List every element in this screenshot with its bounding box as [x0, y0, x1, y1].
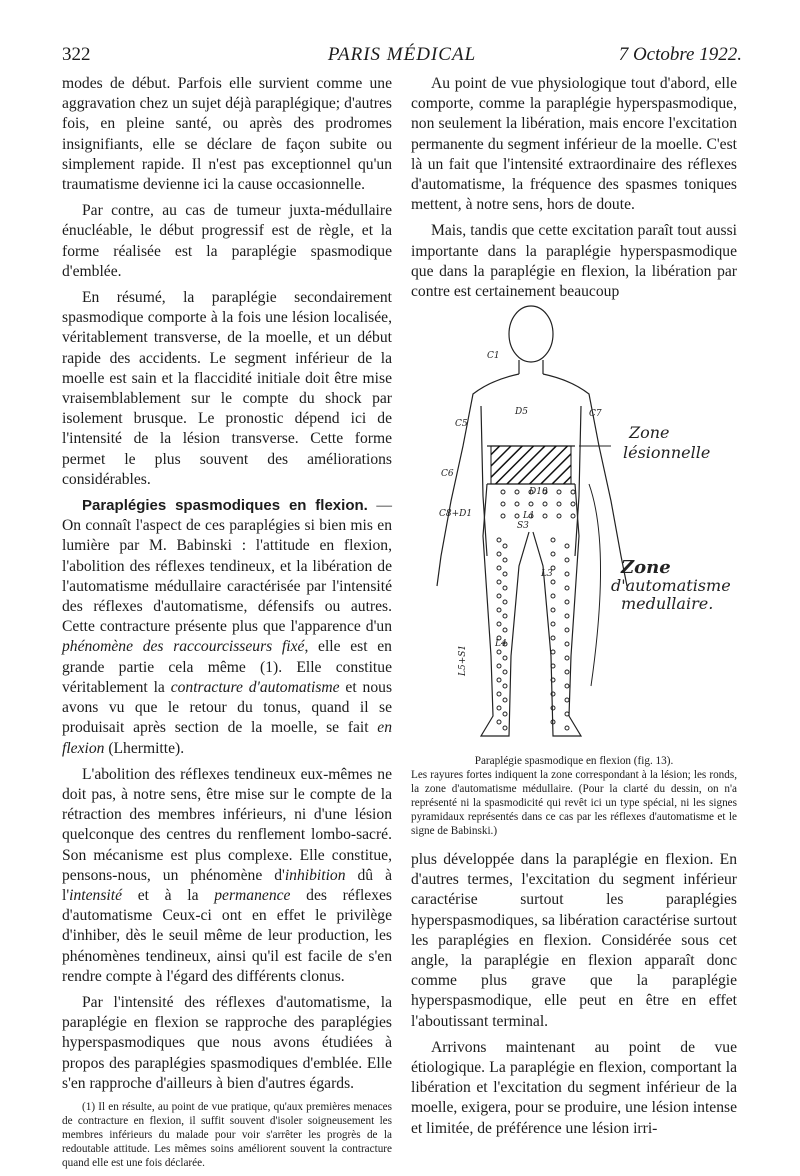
automatism-dot [571, 502, 575, 506]
paragraph: Par l'intensité des réflexes d'automatisme, la paraplégie en flexion se rapproche des paraplégies hyperspasmodiques que nous avons étudiées à propos des paraplégies spasmodiques d'emblée. Elle s'en rapproche d'ailleurs à bien d'autres égards. [62, 993, 392, 1092]
automatism-dot [503, 544, 507, 548]
automatism-dot [551, 538, 555, 542]
automatism-dot [497, 538, 501, 542]
automatism-dot [497, 580, 501, 584]
label-zone-lesion-1: Zone [629, 423, 670, 442]
right-column-bottom [411, 850, 737, 1145]
label-c5: C5 [455, 419, 468, 429]
automatism-dot [503, 628, 507, 632]
automatism-dot [515, 490, 519, 494]
label-l5s1: L5+S1 [458, 644, 468, 676]
automatism-dot [551, 594, 555, 598]
automatism-dot [529, 502, 533, 506]
journal-title: PARIS MÉDICAL [327, 44, 477, 65]
footnote: (1) Il en résulte, au point de vue pratique, qu'aux premières menaces de contracture en flexion, il suffit souvent d'isoler soigneusement les membres inférieurs du malade pour voir s'arrêter les progrès de la redoutable attitude. Les mêmes soins améliorent souvent la contracture quand elle est une fois déclarée. [62, 1100, 392, 1169]
paragraph: plus développée dans la paraplégie en flexion. En d'autres termes, l'excitation du segment inférieur caractérise surtout les paraplégies hyperspasmodiques, sa libération caractérise surtout les paraplégies en flexion. Considérée sous cet angle, la paraplégie en flexion apparaît donc comme plus grave que la paraplégie hyperspasmodique, elle peut en être en effet l'aboutissant terminal. [411, 851, 737, 1030]
automatism-dot [497, 664, 501, 668]
automatism-dot [503, 586, 507, 590]
automatism-dot [503, 656, 507, 660]
caption-text: Les rayures fortes indiquent la zone correspondant à la lésion; les ronds, la zone d'automatisme médullaire. (Pour la clarté du dessin, on n'a représenté ni la spasmodicité qui revêt ici un type spécial, ni les signes pyramidaux représentés dans ce cas par les réflexes d'automatisme et le signe de Babinski.) [411, 769, 737, 837]
automatism-dot [543, 514, 547, 518]
automatism-dot [497, 678, 501, 682]
automatism-dot [551, 608, 555, 612]
lesion-zone [491, 446, 571, 484]
automatism-dot [551, 622, 555, 626]
automatism-dot [543, 502, 547, 506]
automatism-dot [551, 650, 555, 654]
paragraph: Par contre, au cas de tumeur juxta-médullaire énucléable, le début progressif est de règle, et la forme réalisée est la paraplégie spasmodique d'emblée. [62, 202, 392, 280]
automatism-dot [557, 502, 561, 506]
label-c7: C7 [589, 409, 602, 419]
automatism-dot [515, 502, 519, 506]
automatism-dot [501, 514, 505, 518]
automatism-dot [497, 566, 501, 570]
paragraph: L'abolition des réflexes tendineux eux-mêmes ne doit pas, à notre sens, être mise sur le compte de la rétraction des membres inférieurs, ni d'une lésion quelconque des centres du renflement lombo-sacré. Son mécanisme est plus complexe. Elle constitue, pensons-nous, un phénomène d'inhibition dû à l'intensité et à la permanence des réflexes d'automatisme Ceux-ci ont en effet le privilège d'inhiber, dès le seuil même de leur production, les phénomènes tendineux, ainsi qu'il est facile de s'en rendre compte à l'égard des différents clonus. [62, 765, 392, 985]
body-diagram [411, 296, 737, 748]
left-column [62, 74, 392, 1176]
automatism-dot [501, 490, 505, 494]
paragraph: En résumé, la paraplégie secondairement spasmodique comporte à la fois une lésion localisée, véritablement transverse, de la moelle, et un début rapide des accidents. Le segment inférieur de la moelle est sain et la flaccidité initiale doit être mise vraisemblablement sur le compte du shock par isolement brusque. Le pronostic dépend ici de l'intensité de la lésion transverse. Cette forme permet le plus souvent des améliorations considérables. [62, 289, 392, 488]
paragraph: Au point de vue physiologique tout d'abord, elle comporte, comme la paraplégie hyperspasmodique, non seulement la libération, mais encore l'excitation permanente du segment inférieur de la moelle. C'est là un fait que l'intensité extraordinaire des réflexes d'automatisme, la fréquence des spasmes toniques mettent, à notre sens, hors de doute. [411, 75, 737, 214]
right-column-top [411, 74, 737, 308]
automatism-dot [565, 600, 569, 604]
automatism-dot [551, 636, 555, 640]
automatism-dot [565, 712, 569, 716]
paragraph: Paraplégies spasmodiques en flexion. — On connaît l'aspect de ces paraplégies si bien mis en lumière par M. Babinski : l'attitude en flexion, l'abolition des réflexes tendineux, et la libération de l'automatisme médullaire caractérisée par l'intensité des réflexes d'automatisme, défensifs ou autres. Cette contracture présente plus que l'apparence d'un phénomène des raccourcisseurs fixé, elle est en grande partie cela même (1). Elle constitue véritablement la contracture d'automatisme et nous avons vu que le retour du tonus, quand il se produisait après section de la moelle, se fait en flexion (Lhermitte). [62, 497, 393, 757]
automatism-dot [565, 726, 569, 730]
automatism-dot [503, 558, 507, 562]
automatism-dot [503, 712, 507, 716]
label-zone-lesion-2: lésionnelle [623, 443, 711, 462]
automatism-dot [565, 656, 569, 660]
paragraph: Arrivons maintenant au point de vue étiologique. La paraplégie en flexion, comportant la libération et l'excitation du segment inférieur de la moelle, exigera, pour se produire, une lésion intense et limitée, de préférence une lésion irri- [411, 1038, 737, 1137]
automatism-dot [565, 628, 569, 632]
automatism-dot [565, 558, 569, 562]
automatism-dots [497, 490, 575, 730]
automatism-dot [515, 514, 519, 518]
automatism-dot [503, 670, 507, 674]
label-zone-auto-3: medullaire. [621, 594, 714, 613]
issue-date: 7 Octobre 1922. [618, 44, 742, 65]
automatism-dot [497, 692, 501, 696]
automatism-dot [551, 580, 555, 584]
automatism-dot [551, 706, 555, 710]
automatism-brace [589, 484, 601, 686]
automatism-dot [503, 684, 507, 688]
automatism-dot [565, 544, 569, 548]
automatism-dot [557, 514, 561, 518]
automatism-dot [551, 552, 555, 556]
automatism-dot [565, 670, 569, 674]
automatism-dot [501, 502, 505, 506]
automatism-dot [503, 600, 507, 604]
label-l3: L3 [541, 569, 553, 579]
automatism-dot [571, 514, 575, 518]
automatism-dot [565, 642, 569, 646]
label-s3: S3 [517, 521, 529, 531]
automatism-dot [497, 608, 501, 612]
paragraph: modes de début. Parfois elle survient comme une aggravation chez un sujet déjà paraplégique; d'autres fois, en pleine santé, ou après des prodromes insignifiants, elle se déclare de façon subite ou simplement rapide. Il n'est pas exceptionnel qu'un traumatisme devienne ici la cause occasionnelle. [62, 75, 392, 194]
automatism-dot [497, 552, 501, 556]
automatism-dot [565, 614, 569, 618]
figure-13 [411, 296, 737, 748]
automatism-dot [565, 698, 569, 702]
automatism-dot [565, 684, 569, 688]
automatism-dot [557, 490, 561, 494]
automatism-dot [503, 726, 507, 730]
page-number: 322 [62, 44, 91, 65]
paragraph: Mais, tandis que cette excitation paraît tout aussi importante dans la paraplégie hyperspasmodique que dans la paraplégie en flexion, la libération par contre est certainement beaucoup [411, 222, 737, 301]
automatism-dot [497, 650, 501, 654]
label-c1: C1 [487, 351, 500, 361]
automatism-dot [503, 572, 507, 576]
page-header [62, 44, 742, 70]
automatism-dot [503, 698, 507, 702]
automatism-dot [497, 622, 501, 626]
label-c6: C6 [441, 469, 454, 479]
automatism-dot [497, 594, 501, 598]
label-l1: L1 [523, 511, 535, 521]
automatism-dot [571, 490, 575, 494]
automatism-dot [565, 586, 569, 590]
label-zone-auto-1: Zone [621, 557, 671, 578]
label-c8: C8+D1 [439, 509, 473, 519]
caption-title: Paraplégie spasmodique en flexion (fig. 13). [474, 755, 674, 767]
automatism-dot [565, 572, 569, 576]
section-heading: Paraplégies spasmodiques en flexion. [82, 497, 368, 515]
label-l4: L4 [495, 639, 507, 649]
figure-caption [411, 754, 737, 838]
label-d10: D10 [529, 487, 548, 497]
label-d5: D5 [515, 407, 528, 417]
label-zone-auto-2: d'automatisme [611, 576, 731, 595]
automatism-dot [497, 706, 501, 710]
automatism-dot [497, 720, 501, 724]
automatism-dot [503, 614, 507, 618]
